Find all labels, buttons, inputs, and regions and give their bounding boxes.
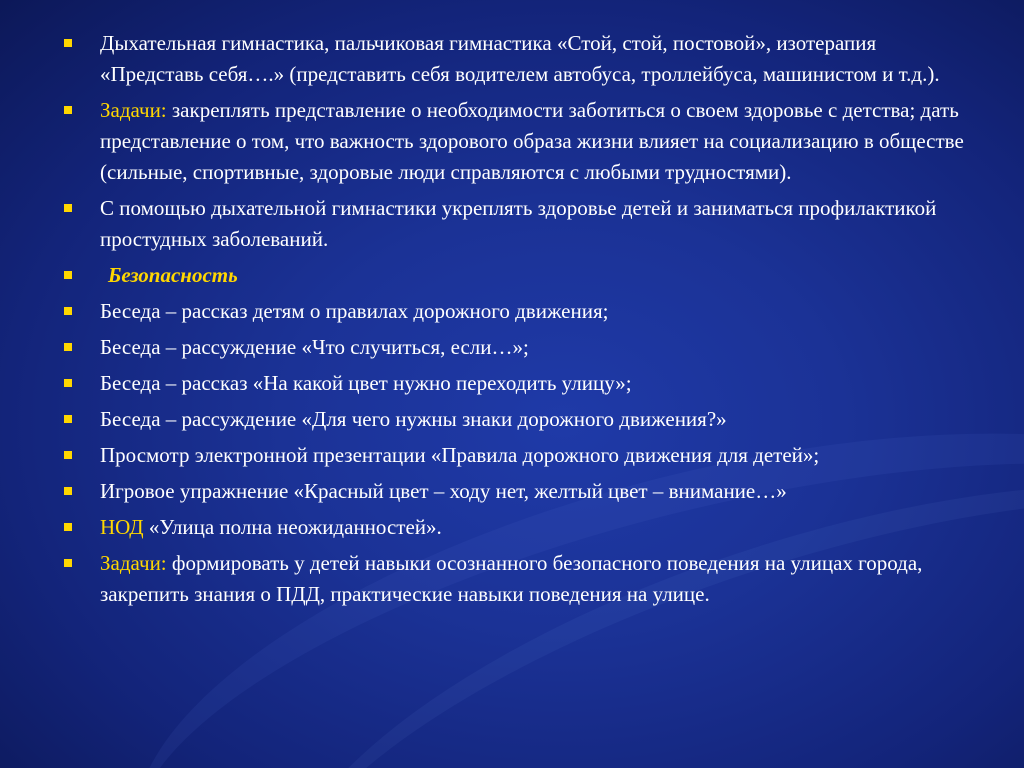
bullet-item-nod bbox=[62, 512, 967, 543]
square-bullet-icon bbox=[64, 271, 72, 279]
bullet-item-game-exercise bbox=[62, 476, 967, 507]
square-bullet-icon bbox=[64, 487, 72, 495]
item-keyword: НОД bbox=[100, 515, 144, 539]
square-bullet-icon bbox=[64, 379, 72, 387]
square-bullet-icon bbox=[64, 307, 72, 315]
item-text: Беседа – рассуждение «Что случиться, если…»; bbox=[100, 335, 529, 359]
square-bullet-icon bbox=[64, 523, 72, 531]
item-keyword: Задачи: bbox=[100, 98, 167, 122]
item-text: Беседа – рассказ «На какой цвет нужно переходить улицу»; bbox=[100, 371, 632, 395]
bullet-item-safety-heading bbox=[62, 260, 967, 291]
item-keyword: Задачи: bbox=[100, 551, 167, 575]
square-bullet-icon bbox=[64, 343, 72, 351]
bullet-list bbox=[62, 28, 967, 615]
item-text: Просмотр электронной презентации «Правила дорожного движения для детей»; bbox=[100, 443, 820, 467]
bullet-item-talk-traffic-rules bbox=[62, 296, 967, 327]
bullet-item-breathing-gymnastics bbox=[62, 28, 967, 90]
item-text: Игровое упражнение «Красный цвет – ходу нет, желтый цвет – внимание…» bbox=[100, 479, 787, 503]
square-bullet-icon bbox=[64, 451, 72, 459]
item-text: закреплять представление о необходимости заботиться о своем здоровье с детства; дать представление о том, что важность здорового образа жизни влияет на социализацию в обществе (сильные, спортивные, здоровые люди справляются с любыми трудностями). bbox=[100, 98, 964, 184]
item-text: С помощью дыхательной гимнастики укреплять здоровье детей и заниматься профилактикой простудных заболеваний. bbox=[100, 196, 937, 251]
bullet-item-talk-road-signs bbox=[62, 404, 967, 435]
square-bullet-icon bbox=[64, 559, 72, 567]
bullet-item-presentation bbox=[62, 440, 967, 471]
bullet-item-tasks-health bbox=[62, 95, 967, 188]
bullet-item-talk-crossing-color bbox=[62, 368, 967, 399]
bullet-item-tasks-safety bbox=[62, 548, 967, 610]
item-text: «Улица полна неожиданностей». bbox=[143, 515, 442, 539]
square-bullet-icon bbox=[64, 415, 72, 423]
bullet-item-talk-what-if bbox=[62, 332, 967, 363]
bullet-item-breathing-health bbox=[62, 193, 967, 255]
item-text: формировать у детей навыки осознанного безопасного поведения на улицах города, закрепить знания о ПДД, практические навыки поведения на улице. bbox=[100, 551, 923, 606]
item-text: Дыхательная гимнастика, пальчиковая гимнастика «Стой, стой, постовой», изотерапия «Представь себя….» (представить себя водителем автобуса, троллейбуса, машинистом и т.д.). bbox=[100, 31, 940, 86]
square-bullet-icon bbox=[64, 106, 72, 114]
item-text: Беседа – рассказ детям о правилах дорожного движения; bbox=[100, 299, 609, 323]
section-heading: Безопасность bbox=[108, 263, 238, 287]
item-text: Беседа – рассуждение «Для чего нужны знаки дорожного движения?» bbox=[100, 407, 727, 431]
square-bullet-icon bbox=[64, 39, 72, 47]
square-bullet-icon bbox=[64, 204, 72, 212]
